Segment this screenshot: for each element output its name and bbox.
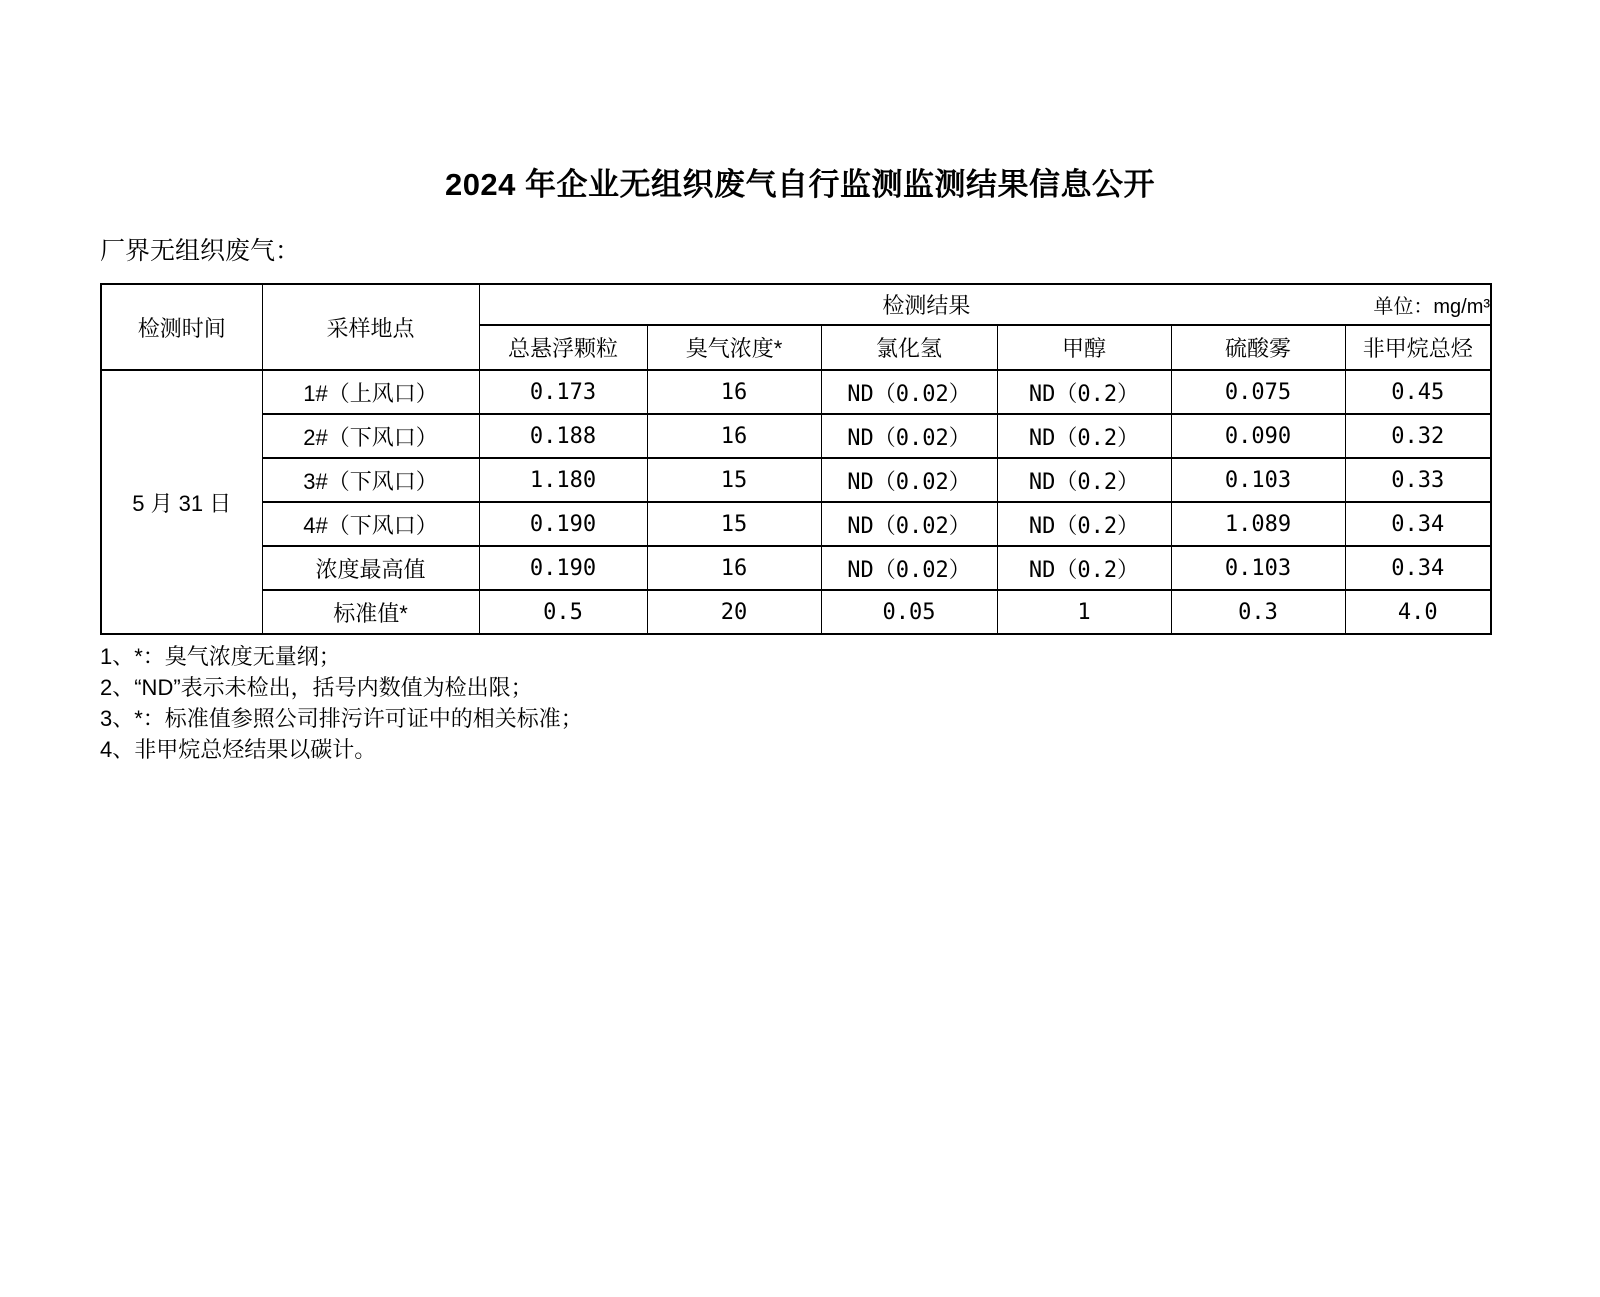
- value-cell: ND（0.2）: [997, 414, 1171, 458]
- header-cell-pollutant: 氯化氢: [821, 325, 997, 370]
- value-cell: 0.45: [1345, 370, 1491, 414]
- header-cell-results-group: [479, 284, 1491, 325]
- value-cell: 1: [997, 590, 1171, 634]
- value-cell: 0.190: [479, 546, 647, 590]
- value-cell: 4.0: [1345, 590, 1491, 634]
- value-cell: 0.103: [1171, 458, 1345, 502]
- table-row: [101, 546, 1491, 590]
- header-cell-pollutant: 总悬浮颗粒: [479, 325, 647, 370]
- note-line: 4、非甲烷总烃结果以碳计。: [100, 737, 377, 762]
- value-cell: 0.090: [1171, 414, 1345, 458]
- results-group-wrap: [480, 289, 1491, 320]
- value-cell: ND（0.02）: [821, 414, 997, 458]
- location-cell: 3#（下风口）: [262, 458, 479, 502]
- table-row: [101, 370, 1491, 414]
- value-cell: 0.190: [479, 502, 647, 546]
- value-cell: 0.173: [479, 370, 647, 414]
- location-cell: 2#（下风口）: [262, 414, 479, 458]
- location-cell: 1#（上风口）: [262, 370, 479, 414]
- note-line: 1、*：臭气浓度无量纲；: [100, 644, 341, 669]
- monitoring-results-table: [100, 283, 1492, 635]
- value-cell: 15: [647, 458, 821, 502]
- value-cell: ND（0.02）: [821, 502, 997, 546]
- value-cell: 1.180: [479, 458, 647, 502]
- header-row-results: [101, 284, 1491, 325]
- section-label: 厂界无组织废气：: [100, 237, 301, 265]
- value-cell: 0.32: [1345, 414, 1491, 458]
- location-cell: 标准值*: [262, 590, 479, 634]
- value-cell: 0.188: [479, 414, 647, 458]
- date-cell: 5 月 31 日: [101, 370, 262, 634]
- value-cell: 16: [647, 546, 821, 590]
- value-cell: 16: [647, 414, 821, 458]
- value-cell: 16: [647, 370, 821, 414]
- table-row: [101, 458, 1491, 502]
- header-cell-pollutant: 臭气浓度*: [647, 325, 821, 370]
- value-cell: 0.34: [1345, 502, 1491, 546]
- value-cell: 0.34: [1345, 546, 1491, 590]
- value-cell: ND（0.02）: [821, 370, 997, 414]
- note-line: 3、*：标准值参照公司排污许可证中的相关标准；: [100, 706, 583, 731]
- value-cell: ND（0.2）: [997, 502, 1171, 546]
- header-cell-detection-time: 检测时间: [101, 284, 262, 370]
- unit-label: 单位：mg/m³: [1373, 296, 1491, 318]
- value-cell: 20: [647, 590, 821, 634]
- page-title: 2024 年企业无组织废气自行监测监测结果信息公开: [444, 167, 1156, 202]
- location-cell: 4#（下风口）: [262, 502, 479, 546]
- value-cell: 0.103: [1171, 546, 1345, 590]
- table-row: [101, 502, 1491, 546]
- value-cell: 0.3: [1171, 590, 1345, 634]
- header-cell-sampling-location: 采样地点: [262, 284, 479, 370]
- value-cell: ND（0.2）: [997, 458, 1171, 502]
- value-cell: ND（0.2）: [997, 370, 1171, 414]
- value-cell: 0.075: [1171, 370, 1345, 414]
- note-line: 2、“ND”表示未检出，括号内数值为检出限；: [100, 675, 533, 700]
- header-cell-pollutant: 非甲烷总烃: [1345, 325, 1491, 370]
- value-cell: ND（0.2）: [997, 546, 1171, 590]
- document-page: [0, 166, 1600, 1297]
- value-cell: 0.5: [479, 590, 647, 634]
- value-cell: 1.089: [1171, 502, 1345, 546]
- footnotes: [100, 641, 1500, 765]
- table-row: [101, 414, 1491, 458]
- table-header: [101, 284, 1491, 370]
- value-cell: 0.33: [1345, 458, 1491, 502]
- value-cell: ND（0.02）: [821, 458, 997, 502]
- value-cell: ND（0.02）: [821, 546, 997, 590]
- location-cell: 浓度最高值: [262, 546, 479, 590]
- table-row: [101, 590, 1491, 634]
- value-cell: 0.05: [821, 590, 997, 634]
- results-group-label: 检测结果: [882, 293, 971, 318]
- header-cell-pollutant: 甲醇: [997, 325, 1171, 370]
- value-cell: 15: [647, 502, 821, 546]
- table-body: [101, 370, 1491, 634]
- header-cell-pollutant: 硫酸雾: [1171, 325, 1345, 370]
